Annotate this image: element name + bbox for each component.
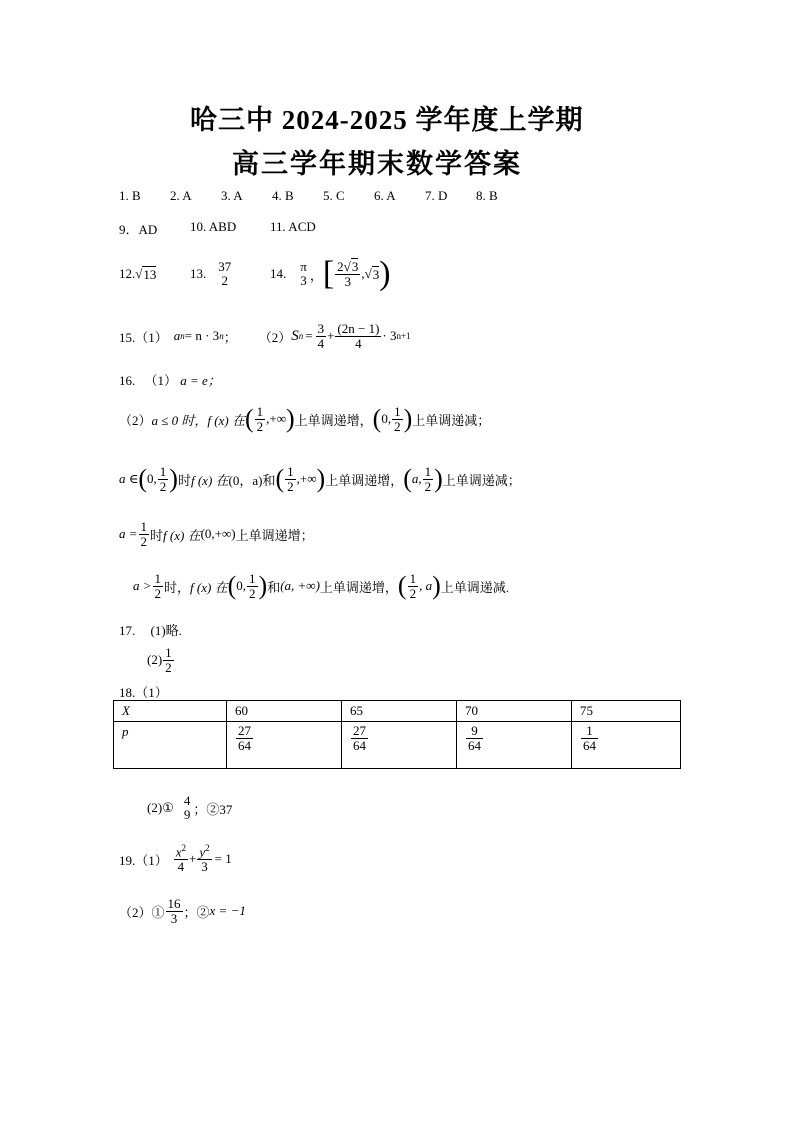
- paren-open: (: [372, 404, 382, 433]
- paren-close: ): [169, 464, 178, 493]
- half-den: 2: [256, 418, 264, 434]
- q16-c4-cond: a >: [133, 578, 152, 593]
- q15-three: 3: [317, 320, 325, 336]
- half-den: 2: [287, 478, 294, 494]
- q19-plus: +: [189, 851, 197, 866]
- q14-part1-den: 3: [300, 273, 307, 288]
- q12-radicand: 13: [143, 266, 157, 282]
- q14-pi: π: [300, 259, 307, 275]
- q14-sep: ,√: [361, 266, 372, 281]
- q19-number: 19.（1）: [119, 852, 168, 868]
- q16-c2-fx: f (x) 在: [190, 472, 229, 488]
- q12-number: 12.: [119, 266, 136, 281]
- q16-c2-zero: 0,: [147, 471, 157, 486]
- half-num: 1: [424, 463, 432, 479]
- table-row: [114, 722, 681, 769]
- answer-6: 6. A: [374, 188, 396, 203]
- q14-part2-numerator: 2√3: [337, 258, 359, 274]
- q16-c2-inf: ,+∞: [296, 471, 317, 486]
- right-paren: ): [379, 255, 391, 292]
- paren-open: (: [138, 464, 148, 493]
- table-header-x: X: [114, 701, 227, 722]
- q19-x-num: [174, 844, 188, 860]
- q19-y-den: 3: [201, 859, 208, 875]
- q15-part2: （2）: [258, 329, 292, 345]
- table-cell: [342, 722, 457, 769]
- q18-part2-num: 4: [183, 793, 191, 809]
- q18-part2-prefix: (2)①: [147, 800, 174, 815]
- paren-close: ): [403, 404, 413, 433]
- answer-5: 5. C: [323, 188, 345, 203]
- half-num: 1: [140, 518, 148, 534]
- q16-case2: [119, 458, 521, 500]
- square: 2: [181, 843, 187, 854]
- q16-c2-a: a,: [411, 471, 422, 486]
- q15-number: 15.（1）: [119, 329, 168, 345]
- half-num: 1: [409, 570, 417, 586]
- answer-12: [119, 254, 156, 294]
- q14-part2-fraction: [335, 260, 360, 288]
- q13-numerator: 37: [218, 259, 232, 275]
- paren-open: (: [244, 404, 254, 433]
- answer-7: 7. D: [425, 188, 448, 203]
- half-den: 2: [424, 478, 432, 494]
- q17-fraction: [163, 646, 174, 674]
- q19-part2: [119, 890, 246, 932]
- half-den: 2: [409, 585, 417, 601]
- q19-part2-prefix: （2）①: [119, 904, 165, 920]
- paren-open: (: [403, 464, 412, 493]
- q16-c4-shi: 时，: [164, 579, 191, 595]
- q19-x-fraction: [174, 844, 188, 874]
- q15-pow: n+1: [396, 331, 411, 341]
- distribution-table: [113, 700, 681, 769]
- q18-part2-suffix: ；②37: [193, 801, 233, 817]
- q16-c1-half: [255, 405, 266, 433]
- q19-part2-eq: x = −1: [209, 903, 246, 918]
- table-header-cell: 65: [342, 701, 457, 722]
- paren-close: ): [434, 464, 443, 493]
- q15-frac2: [335, 322, 381, 350]
- q16-part2-label: （2）: [119, 412, 152, 428]
- answer-15: [119, 316, 411, 356]
- q16-c1-inc: 上单调递增，: [294, 412, 373, 428]
- answer-3: 3. A: [221, 188, 243, 203]
- q17-numerator: 1: [165, 644, 172, 660]
- q16-c3-half: [139, 520, 150, 548]
- q19-part1: [119, 838, 232, 880]
- q18-label: 18.（1）: [119, 685, 168, 700]
- q14-radicand: 3: [351, 258, 359, 274]
- q19-x-den: 4: [177, 859, 185, 875]
- q16-c2-half2: [285, 465, 296, 493]
- half-den: 2: [154, 585, 162, 601]
- q16-number: 16.: [119, 373, 136, 388]
- half-num: 1: [287, 463, 294, 479]
- table-row-label: p: [114, 722, 227, 769]
- q15-a: a: [173, 328, 181, 343]
- q13-fraction: [216, 260, 233, 287]
- q16-c4-dec: 上单调递减.: [440, 579, 510, 595]
- half-num: 1: [394, 403, 401, 419]
- answer-8: 8. B: [476, 188, 498, 203]
- prob-denominator: 64: [583, 737, 596, 753]
- q19-part2-fraction: [166, 897, 183, 925]
- q15-four2: 4: [355, 335, 362, 351]
- prob-fraction: [351, 724, 368, 752]
- answer-1: 1. B: [119, 188, 141, 203]
- q14-second-radicand: 3: [372, 266, 380, 282]
- paren-close: ): [258, 571, 268, 600]
- q16-c1-half2: [392, 405, 403, 433]
- q16-part1-answer: a = e；: [180, 373, 221, 388]
- q16-c4-fx: f (x) 在: [190, 579, 228, 595]
- q16-c4-a: , a: [419, 578, 433, 593]
- q15-frac1: [316, 322, 327, 350]
- prob-numerator: 27: [238, 723, 251, 738]
- prob-denominator: 64: [353, 737, 366, 753]
- q18-part2: [147, 788, 232, 828]
- q16-c4-half3: [408, 572, 419, 600]
- half-den: 2: [394, 418, 401, 434]
- q19-part2-den: 3: [170, 910, 178, 926]
- half-den: 2: [159, 478, 167, 494]
- paren-open: (: [397, 571, 407, 600]
- answer-2: 2. A: [170, 188, 192, 203]
- q16-c2-cond: a ∈: [119, 471, 139, 486]
- q16-case1: [119, 398, 490, 440]
- q15-plus: +: [327, 328, 335, 343]
- q17-part2-line: [147, 640, 175, 680]
- paren-open: (: [275, 464, 285, 493]
- q19-eq: = 1: [214, 851, 232, 866]
- q15-s-sub: n: [298, 331, 304, 341]
- q16-c2-half3: [423, 465, 434, 493]
- q19-y-fraction: [197, 844, 211, 874]
- q16-c1-zero: 0,: [381, 411, 392, 426]
- q16-case3: [119, 513, 314, 555]
- q19-part2-suffix: ；②: [183, 904, 210, 920]
- q16-c3-shi: 时: [150, 527, 164, 543]
- q16-c1-cond: a ≤ 0 时，: [151, 412, 208, 428]
- table-header-cell: 70: [457, 701, 572, 722]
- q15-expr: (2n − 1): [337, 320, 380, 336]
- q16-c4-half2: [247, 572, 258, 600]
- q15-semi: ；: [223, 329, 237, 345]
- q18-part2-fraction: [182, 794, 193, 821]
- prob-numerator: 27: [353, 723, 366, 738]
- q17-denominator: 2: [165, 659, 172, 675]
- q15-eq: =: [305, 328, 313, 343]
- prob-fraction: [466, 724, 483, 752]
- answer-4: 4. B: [272, 188, 294, 203]
- q16-case4: [133, 565, 509, 607]
- q13-denominator: 2: [221, 273, 228, 288]
- q16-c2-shi: 时: [177, 472, 191, 488]
- table-header-cell: 75: [572, 701, 681, 722]
- q15-s: S: [291, 327, 299, 344]
- paren-close: ): [285, 404, 295, 433]
- q15-expr1: = n · 3: [184, 328, 220, 343]
- table-cell: [457, 722, 572, 769]
- q15-three-pow: · 3: [382, 328, 397, 343]
- table-cell: [572, 722, 681, 769]
- page-title-line1: 哈三中 2024-2025 学年度上学期: [190, 105, 584, 135]
- q17-number: 17.: [119, 623, 136, 638]
- q16-c2-he: 和: [262, 472, 276, 488]
- q16-c4-inc: 上单调递增，: [319, 579, 398, 595]
- q16-c1-fx: f (x) 在: [207, 412, 245, 428]
- q14-part1-fraction: [298, 260, 309, 287]
- q14-number: 14.: [270, 266, 287, 281]
- q16-c4-he: 和: [267, 579, 281, 595]
- q16-c1-dec: 上单调递减；: [412, 412, 491, 428]
- prob-fraction: [581, 724, 598, 752]
- y-var: y: [199, 844, 206, 860]
- prob-numerator: 9: [466, 724, 483, 739]
- prob-denominator: 64: [468, 737, 481, 753]
- answer-14: [270, 252, 391, 296]
- paren-close: ): [432, 571, 441, 600]
- q15-sub-n: n: [180, 331, 185, 341]
- left-bracket: [: [322, 255, 335, 292]
- q19-y-num: [197, 844, 211, 860]
- q16-c3-cond: a =: [119, 526, 138, 541]
- q16-c3-inc: 上单调递增；: [235, 527, 314, 543]
- q16-c3-interval: (0,+∞): [200, 526, 236, 541]
- square: 2: [205, 843, 210, 854]
- paren-close: ): [316, 464, 326, 493]
- answer-9: 9．AD: [119, 222, 158, 237]
- answer-13: [190, 254, 234, 294]
- q14-coef: 2: [337, 258, 344, 274]
- q13-number: 13.: [190, 266, 207, 281]
- paren-open: (: [227, 571, 237, 600]
- q16-part1-line: [119, 370, 221, 389]
- q16-c2-dec: 上单调递减；: [442, 472, 521, 488]
- half-den: 2: [249, 585, 256, 601]
- x-var: x: [175, 844, 182, 860]
- q17-part2: (2): [147, 652, 163, 667]
- q14-part2-den: 3: [344, 273, 351, 289]
- q16-c4-zero: 0,: [236, 578, 247, 593]
- half-num: 1: [154, 570, 162, 586]
- table-cell: [227, 722, 342, 769]
- half-num: 1: [159, 463, 167, 479]
- q16-c4-interval: (a, +∞): [280, 578, 320, 593]
- q16-c2-inc: 上单调递增，: [325, 472, 404, 488]
- q17-part1: (1)略.: [150, 623, 182, 638]
- prob-numerator: 1: [581, 724, 598, 739]
- prob-fraction: [236, 724, 253, 752]
- q16-c2-half: [158, 465, 169, 493]
- q16-c3-fx: f (x) 在: [163, 527, 201, 543]
- half-num: 1: [249, 570, 256, 586]
- q17-part1-line: [119, 620, 182, 639]
- q16-c2-interval1: (0，a): [228, 472, 263, 488]
- q16-c1-inf: ,+∞: [266, 411, 286, 426]
- q15-sup-n: n: [219, 331, 224, 341]
- prob-denominator: 64: [238, 737, 251, 753]
- q19-part2-num: 16: [167, 895, 181, 911]
- half-num: 1: [256, 403, 264, 419]
- q18-part2-den: 9: [183, 807, 191, 822]
- answer-10: 10. ABD: [190, 219, 237, 234]
- half-den: 2: [140, 533, 148, 549]
- sqrt-sign: √: [135, 266, 143, 281]
- answer-11: 11. ACD: [270, 219, 316, 234]
- table-header-cell: 60: [227, 701, 342, 722]
- q16-part1-label: （1）: [144, 373, 178, 388]
- table-header-row: [114, 701, 681, 722]
- page-title-line2: 高三学年期末数学答案: [232, 149, 522, 179]
- q16-c4-half: [153, 572, 164, 600]
- q14-comma: ，: [309, 267, 323, 283]
- q15-four: 4: [317, 335, 325, 351]
